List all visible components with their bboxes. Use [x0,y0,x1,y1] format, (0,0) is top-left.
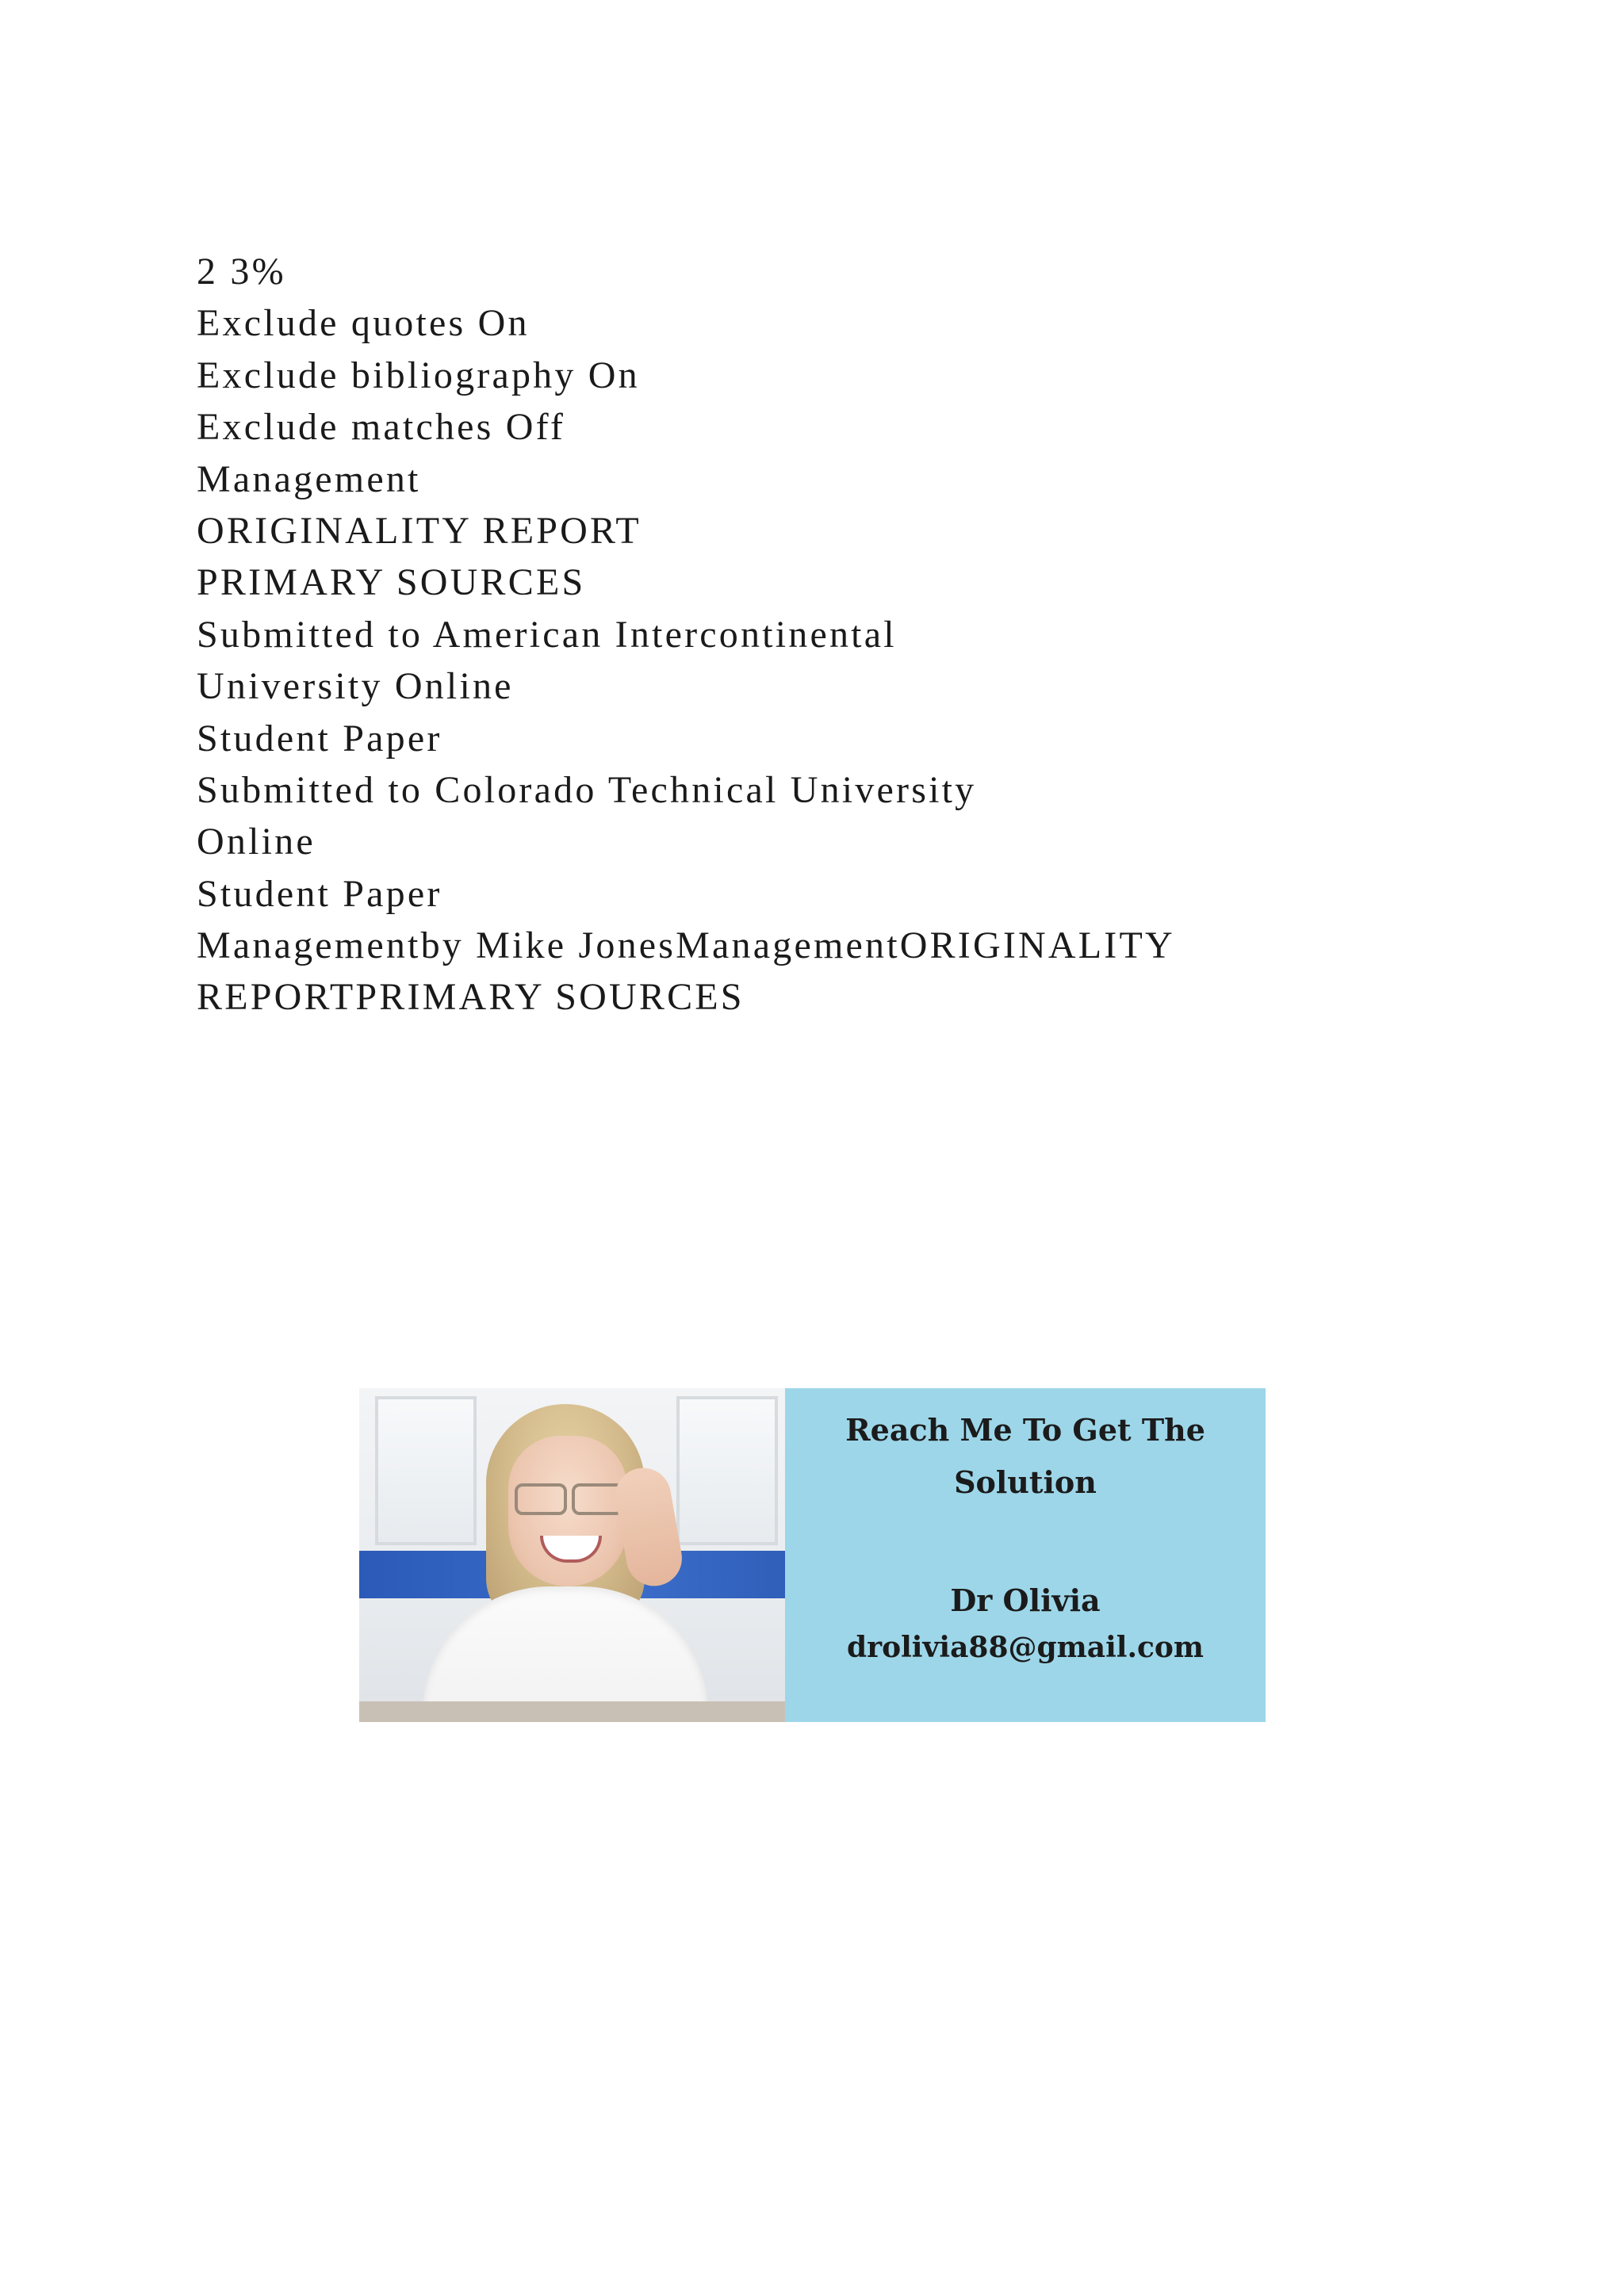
promo-line-2: Solution [954,1464,1097,1500]
similarity-score: 2 3% [197,251,286,293]
source-1-type: Student Paper [197,717,442,760]
exclude-quotes-setting: Exclude quotes On [197,302,530,345]
contact-panel [785,1388,1266,1722]
source-2-type: Student Paper [197,872,442,915]
promo-line-1: Reach Me To Get The [845,1412,1205,1448]
contact-email: drolivia88@gmail.com [846,1631,1205,1664]
contact-name: Dr Olivia [950,1582,1101,1618]
sources-heading: PRIMARY SOURCES [197,561,586,604]
source-2-line-2: Online [197,821,316,863]
report-text [197,246,1545,1024]
exclude-matches-setting: Exclude matches Off [197,406,566,449]
document-title: Management [197,457,421,500]
source-1-line-2: University Online [197,665,514,708]
report-heading: ORIGINALITY REPORT [197,509,642,552]
footer-line-1: Managementby Mike JonesManagementORIGINALITY [197,924,1175,967]
source-1-line-1: Submitted to American Intercontinental [197,613,897,656]
footer-line-2: REPORTPRIMARY SOURCES [197,976,745,1019]
woman-photo [359,1388,785,1722]
promo-banner [359,1388,1266,1722]
source-2-line-1: Submitted to Colorado Technical University [197,768,977,811]
exclude-bibliography-setting: Exclude bibliography On [197,354,640,396]
